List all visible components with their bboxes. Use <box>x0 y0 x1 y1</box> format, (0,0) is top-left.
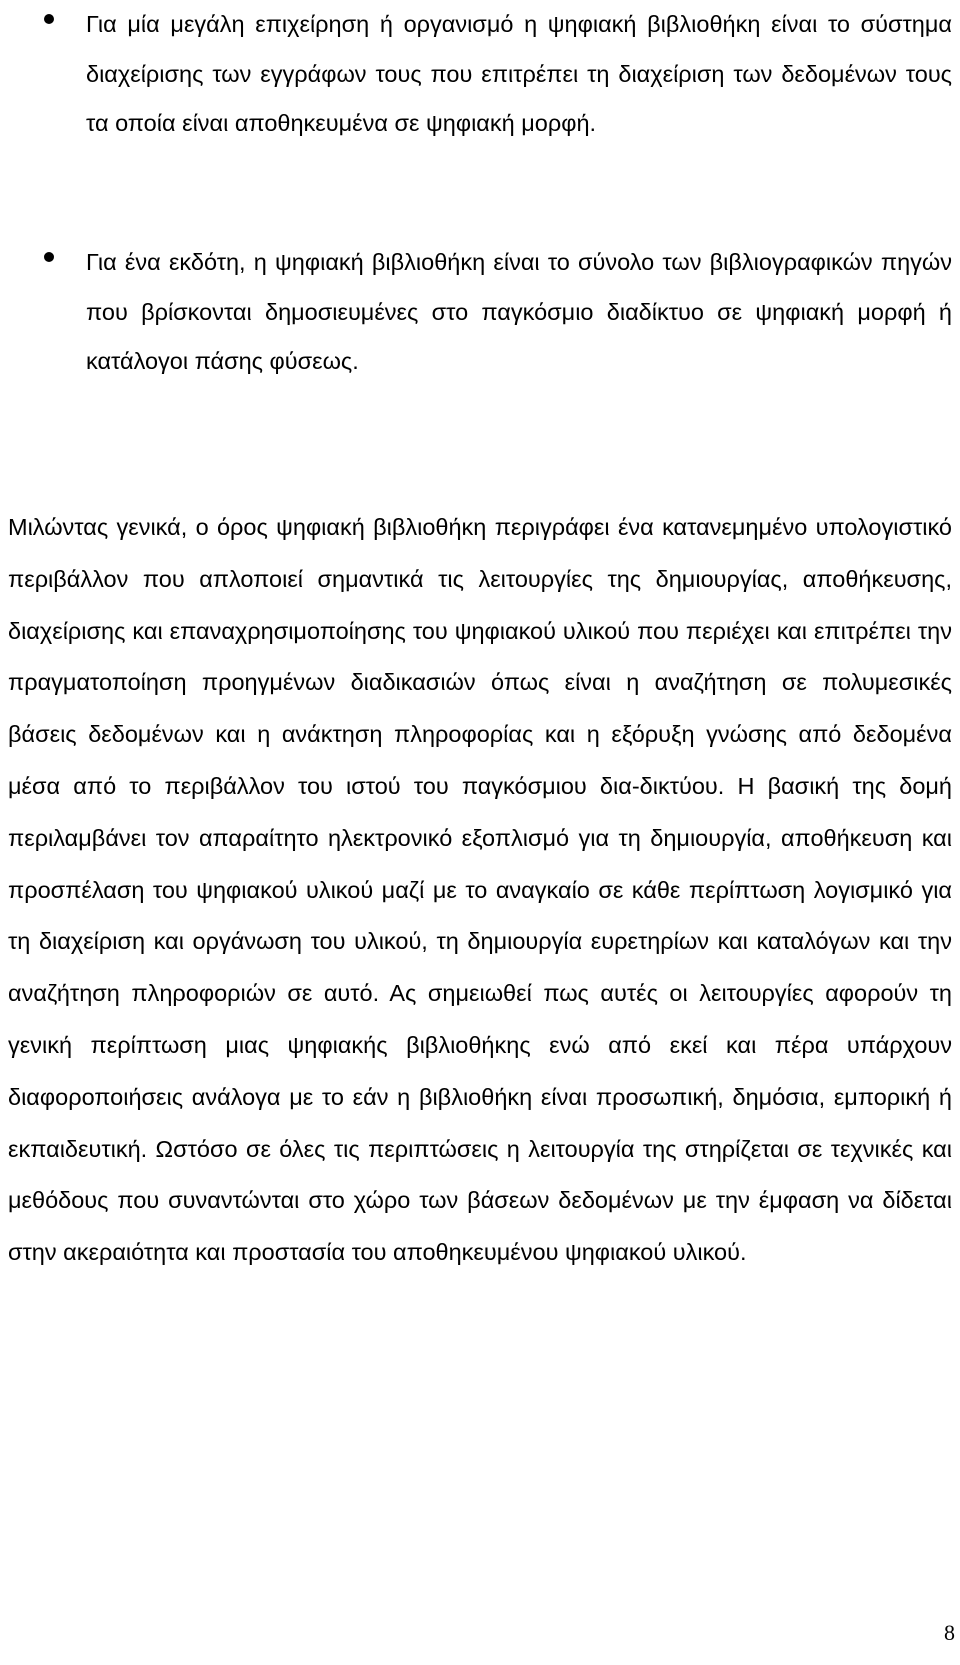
bullet-text: Για ένα εκδότη, η ψηφιακή βιβλιοθήκη είναι το σύνολο των βιβλιογραφικών πηγών που βρίσκονται δημοσιευμένες στο παγκόσμιο διαδίκτυο σε ψηφιακή μορφή ή κατάλογοι πάσης φύσεως. <box>86 249 952 374</box>
page-number: 8 <box>944 1620 955 1645</box>
bullet-text: Για μία μεγάλη επιχείρηση ή οργανισμό η ψηφιακή βιβλιοθήκη είναι το σύστημα διαχείρισης των εγγράφων τους που επιτρέπει τη διαχείριση των δεδομένων τους τα οποία είναι αποθηκευμένα σε ψηφιακή μορφή. <box>86 11 952 136</box>
bullet-icon <box>44 14 54 24</box>
bullet-icon <box>44 252 54 262</box>
body-paragraph: Μιλώντας γενικά, ο όρος ψηφιακή βιβλιοθήκη περιγράφει ένα κατανεμημένο υπολογιστικό περιβάλλον που απλοποιεί σημαντικά τις λειτουργίες της δημιουργίας, αποθήκευσης, διαχείρισης και επαναχρησιμοποίησης του ψηφιακού υλικού που περιέχει και επιτρέπει την πραγματοποίηση προηγμένων διαδικασιών όπως είναι η αναζήτηση σε πολυμεσικές βάσεις δεδομένων και η ανάκτηση πληροφορίας και η εξόρυξη γνώσης από δεδομένα μέσα από το περιβάλλον του ιστού του παγκόσμιου δια-δικτύου. Η βασική της δομή περιλαμβάνει τον απαραίτητο ηλεκτρονικό εξοπλισμό για τη δημιουργία, αποθήκευση και προσπέλαση του ψηφιακού υλικού μαζί με το αναγκαίο σε κάθε περίπτωση λογισμικό για τη διαχείριση και οργάνωση του υλικού, τη δημιουργία ευρετηρίων και καταλόγων και την αναζήτηση πληροφοριών σε αυτό. Ας σημειωθεί πως αυτές οι λειτουργίες αφορούν τη γενική περίπτωση μιας ψηφιακής βιβλιοθήκης ενώ από εκεί και πέρα υπάρχουν διαφοροποιήσεις ανάλογα με το εάν η βιβλιοθήκη είναι προσωπική, δημόσια, εμπορική ή εκπαιδευτική. Ωστόσο σε όλες τις περιπτώσεις η λειτουργία της στηρίζεται σε τεχνικές και μεθόδους που συναντώνται στο χώρο των βάσεων δεδομένων με την έμφαση να δίδεται στην ακεραιότητα και προστασία του αποθηκευμένου ψηφιακού υλικού. <box>8 514 952 1266</box>
